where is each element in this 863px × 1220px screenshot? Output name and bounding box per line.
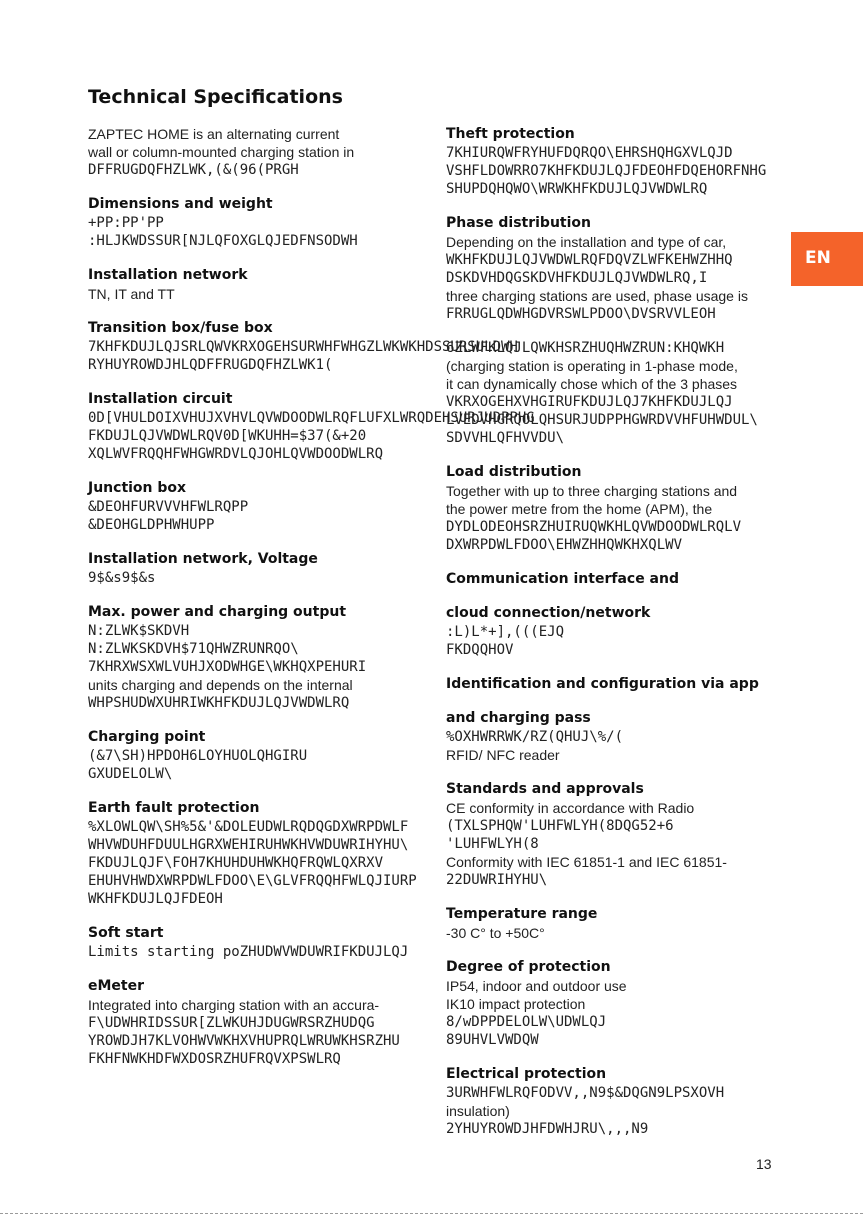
spec-line: three charging stations are used, phase usage is (446, 288, 748, 304)
spec-line: SHUPDQHQWO\WRWKHFKDUJLQJVWDWLRQ (446, 181, 708, 197)
spec-line: GXUDELOLW\ (88, 766, 173, 782)
spec-heading: cloud connection/network (446, 605, 651, 621)
spec-section (446, 214, 863, 323)
spec-line: 7KHFKDUJLQJSRLQWVKRXOGEHSURWHFWHGZLWKWKHDSSURSULDWH (88, 339, 518, 355)
spec-line: Conformity with IEC 61851-1 and IEC 61851- (446, 854, 727, 870)
spec-line: :L)L*+],(((EJQ (446, 624, 565, 640)
spec-line: 'LUHFWLYH(8 (446, 836, 539, 852)
spec-heading: Earth fault protection (88, 800, 260, 816)
spec-heading: Communication interface and (446, 571, 679, 587)
spec-heading: Dimensions and weight (88, 196, 273, 212)
spec-section (446, 1065, 863, 1138)
spec-section (446, 958, 863, 1049)
spec-line: CE conformity in accordance with Radio (446, 800, 695, 816)
spec-line: F\UDWHRIDSSUR[ZLWKUHJDUGWRSRZHUDQG (88, 1015, 375, 1031)
language-tab: EN (791, 232, 863, 286)
spec-heading: Theft protection (446, 126, 575, 142)
spec-heading: Identification and configuration via app (446, 676, 759, 692)
spec-section (88, 319, 518, 374)
spec-section (88, 479, 440, 534)
spec-line: Together with up to three charging stations and (446, 483, 738, 499)
spec-line: 89UHVLVWDQW (446, 1032, 539, 1048)
spec-line: DXWRPDWLFDOO\EHWZHHQWKHXQLWV (446, 537, 683, 553)
spec-line: ZAPTEC HOME is an alternating current (88, 126, 340, 142)
spec-line: Integrated into charging station with an accura- (88, 997, 380, 1013)
spec-line: VSHFLDOWRRO7KHFKDUJLQJFDEOHFDQEHORFNHG (446, 163, 767, 179)
spec-line: WHVWDUHFDUULHGRXWEHIRUHWKHVWDUWRIHYHU\ (88, 837, 409, 853)
spec-section (446, 125, 863, 198)
spec-line: wall or column-mounted charging station in (88, 144, 355, 160)
spec-line: YROWDJH7KLVOHWVWKHXVHUPRQLWRUWKHSRZHU (88, 1033, 400, 1049)
spec-heading: Standards and approvals (446, 781, 644, 797)
spec-section (446, 780, 863, 889)
spec-line: VKRXOGEHXVHGIRUFKDUJLQJ7KHFKDUJLQJ (446, 394, 733, 410)
spec-heading: Phase distribution (446, 215, 591, 231)
spec-section (88, 125, 440, 179)
spec-line: FKDUJLQJVWDWLRQV0D[WKUHH=$37(&+20 (88, 428, 367, 444)
spec-line: N:ZLWK$SKDVH (88, 623, 190, 639)
spec-line: 7KHRXWSXWLVUHJXODWHGE\WKHQXPEHURI (88, 659, 367, 675)
spec-line: FKDUJLQJF\FOH7KHUHDUHWKHQFRQWLQXRXV (88, 855, 384, 871)
spec-line: SDVVHLQFHVVDU\ (446, 430, 565, 446)
spec-line: 8/wDPPDELOLW\UDWLQJ (446, 1014, 607, 1030)
spec-heading: Installation circuit (88, 391, 233, 407)
spec-line: it can dynamically chose which of the 3 phases (446, 376, 738, 392)
spec-heading: and charging pass (446, 710, 591, 726)
spec-line: (charging station is operating in 1-phase mode, (446, 358, 738, 374)
spec-heading: Installation network, Voltage (88, 551, 318, 567)
spec-line: 0D[VHULDOIXVHUJXVHVLQVWDOODWLRQFLUFXLWRQDEHSURJUDPPHG (88, 410, 535, 426)
spec-section (88, 195, 440, 250)
spec-heading: Degree of protection (446, 959, 611, 975)
spec-line: (&7\SH)HPDOH6LOYHUOLQHGIRU (88, 748, 308, 764)
spec-line: DFFRUGDQFHZLWK,(&(96(PRGH (88, 162, 299, 178)
spec-line: units charging and depends on the internal (88, 677, 353, 693)
spec-heading: Installation network (88, 267, 248, 283)
spec-section (88, 799, 440, 908)
spec-line: XQLWVFRQQHFWHGWRDVLQJOHLQVWDOODWLRQ (88, 446, 384, 462)
spec-line: 22DUWRIHYHU\ (446, 872, 548, 888)
spec-section (446, 463, 863, 554)
spec-line: TN, IT and TT (88, 286, 175, 302)
spec-line: LVEDVHGRQOLQHSURJUDPPHGWRDVVHFUHWDUL\ (446, 412, 758, 428)
spec-heading: Load distribution (446, 464, 582, 480)
spec-line: DSKDVHDQGSKDVHFKDUJLQJVWDWLRQ,I (446, 270, 708, 286)
spec-line: RYHUYROWDJHLQDFFRUGDQFHZLWK1( (88, 357, 333, 373)
spec-section (446, 709, 863, 764)
spec-line: FKHFNWKHDFWXDOSRZHUFRQVXPSWLRQ (88, 1051, 341, 1067)
spec-line: +PP:PP'PP (88, 215, 164, 231)
spec-line: EHUHVHWDXWRPDWLFDOO\E\GLVFRQQHFWLQJIURP (88, 873, 417, 889)
spec-line: &DEOHFURVVVHFWLRQPP (88, 499, 249, 515)
spec-line: N:ZLWKSKDVH$71QHWZRUNRQO\ (88, 641, 299, 657)
spec-line: -30 C° to +50C° (446, 925, 545, 941)
spec-line: 6ZLWFKLQJLQWKHSRZHUQHWZRUN:KHQWKH (446, 340, 725, 356)
spec-line: IK10 impact protection (446, 996, 586, 1012)
spec-line: %XLOWLQW\SH%5&'&DOLEUDWLRQDQGDXWRPDWLF (88, 819, 409, 835)
spec-line: 7KHIURQWFRYHUFDQRQO\EHRSHQHGXVLQJD (446, 145, 733, 161)
spec-line: 3URWHFWLRQFODVV,,N9$&DQGN9LPSXOVH (446, 1085, 725, 1101)
spec-section (446, 570, 863, 588)
page-title: Technical Specifications (88, 86, 343, 108)
spec-section (88, 550, 440, 587)
spec-section (88, 728, 440, 783)
spec-heading: Transition box/fuse box (88, 320, 273, 336)
spec-line: 2YHUYROWDJHFDWHJRU\,,,N9 (446, 1121, 649, 1137)
spec-section (446, 604, 863, 659)
spec-line: Depending on the installation and type of car, (446, 234, 727, 250)
spec-line: &DEOHGLDPHWHUPP (88, 517, 215, 533)
spec-line: IP54, indoor and outdoor use (446, 978, 627, 994)
spec-line: the power metre from the home (APM), the (446, 501, 713, 517)
spec-line: WKHFKDUJLQJVWDWLRQFDQVZLWFKEHWZHHQ (446, 252, 733, 268)
spec-line: WHPSHUDWXUHRIWKHFKDUJLQJVWDWLRQ (88, 695, 350, 711)
spec-line: insulation) (446, 1103, 510, 1119)
spec-heading: Temperature range (446, 906, 598, 922)
spec-line: WKHFKDUJLQJFDEOH (88, 891, 223, 907)
spec-line: :HLJKWDSSUR[NJLQFOXGLQJEDFNSODWH (88, 233, 358, 249)
spec-line: 9$&s9$&s (88, 570, 156, 586)
spec-section (446, 339, 863, 447)
spec-line: Limits starting poZHUDWVWDUWRIFKDUJLQJ (88, 944, 409, 960)
spec-heading: Max. power and charging output (88, 604, 347, 620)
spec-line: DYDLODEOHSRZHUIRUQWKHLQVWDOODWLRQLV (446, 519, 742, 535)
spec-section (88, 603, 440, 712)
right-column (446, 125, 863, 1154)
spec-section (446, 675, 863, 693)
spec-heading: Electrical protection (446, 1066, 607, 1082)
spec-heading: Soft start (88, 925, 164, 941)
spec-line: FRRUGLQDWHGDVRSWLPDOO\DVSRVVLEOH (446, 306, 716, 322)
spec-section (446, 905, 863, 942)
spec-heading: Junction box (88, 480, 187, 496)
page-number: 13 (756, 1156, 772, 1172)
spec-section (88, 266, 440, 303)
spec-heading: Charging point (88, 729, 206, 745)
spec-line: FKDQQHOV (446, 642, 514, 658)
spec-heading: eMeter (88, 978, 145, 994)
spec-line: RFID/ NFC reader (446, 747, 560, 763)
spec-section (88, 977, 440, 1068)
spec-section (88, 924, 440, 961)
spec-line: (TXLSPHQW'LUHFWLYH(8DQG52+6 (446, 818, 674, 834)
footer-divider (0, 1213, 863, 1214)
spec-line: %OXHWRRWK/RZ(QHUJ\%/( (446, 729, 624, 745)
